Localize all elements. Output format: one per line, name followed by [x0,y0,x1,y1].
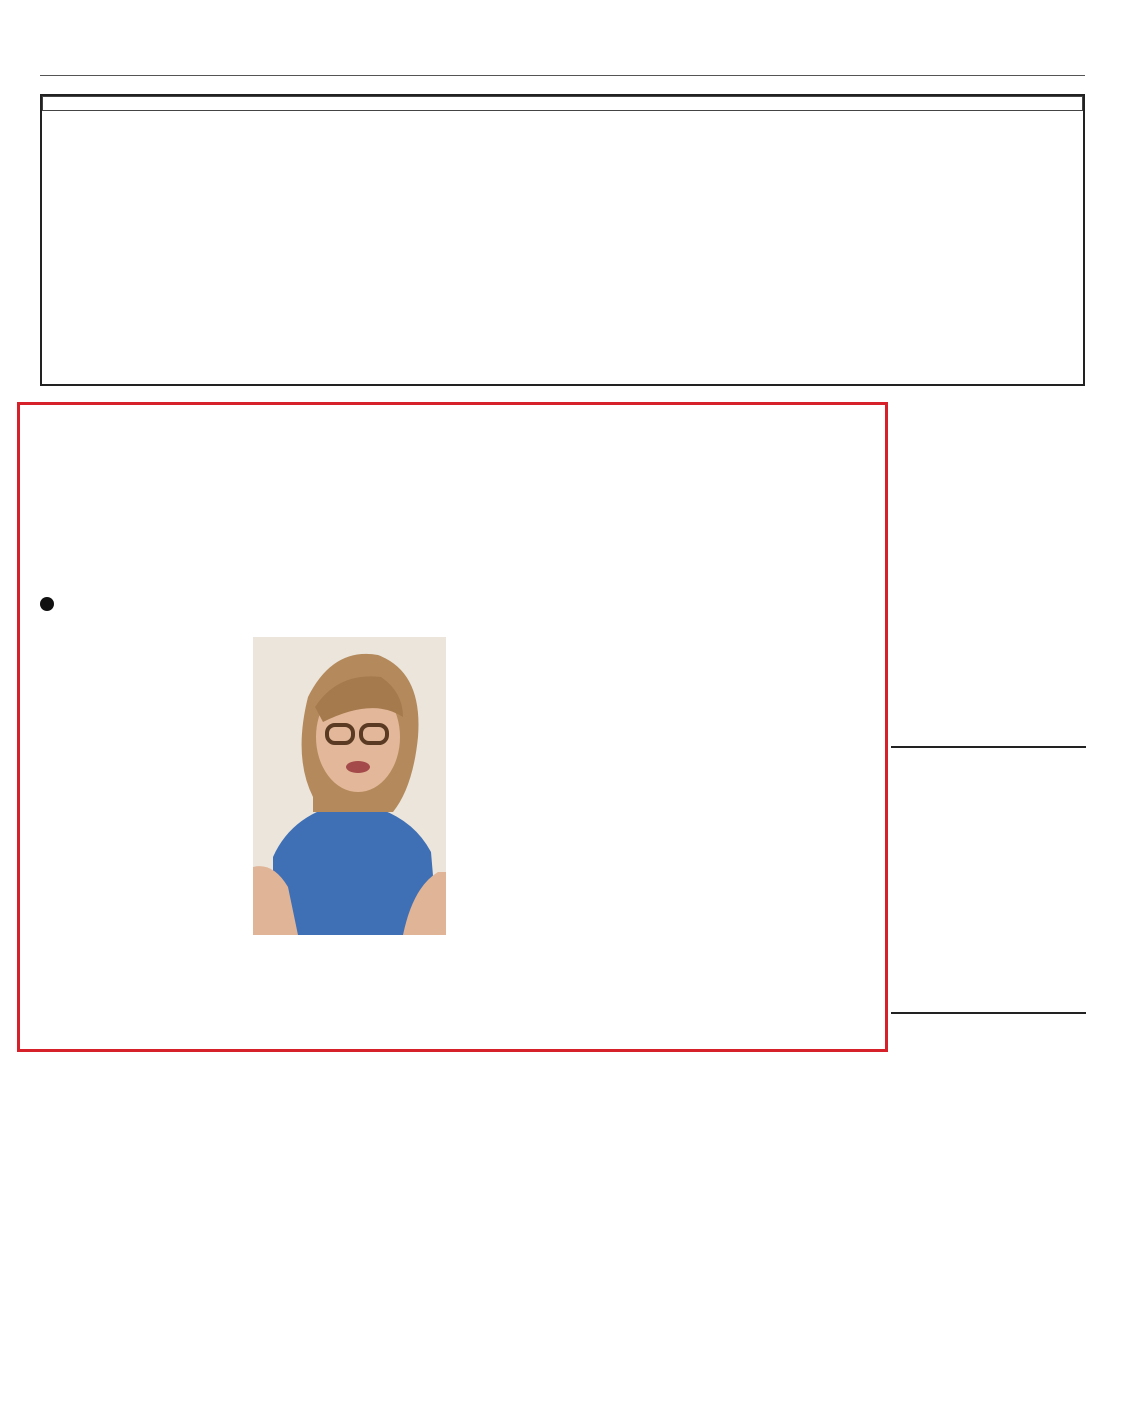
notice-line1 [43,96,1083,110]
minister-photo-illustration [253,637,446,935]
sidebar-divider-2 [891,1012,1086,1014]
bullet-icon [40,597,54,611]
notice-top-table [42,96,1083,111]
main-story-frame [17,402,888,1052]
page-header [40,50,46,73]
header-divider [40,75,1085,76]
sidebar-divider-1 [891,746,1086,748]
notice-footer [42,117,1083,132]
main-deck [40,597,64,615]
legal-notice [40,94,1085,386]
minister-photo [253,637,446,935]
